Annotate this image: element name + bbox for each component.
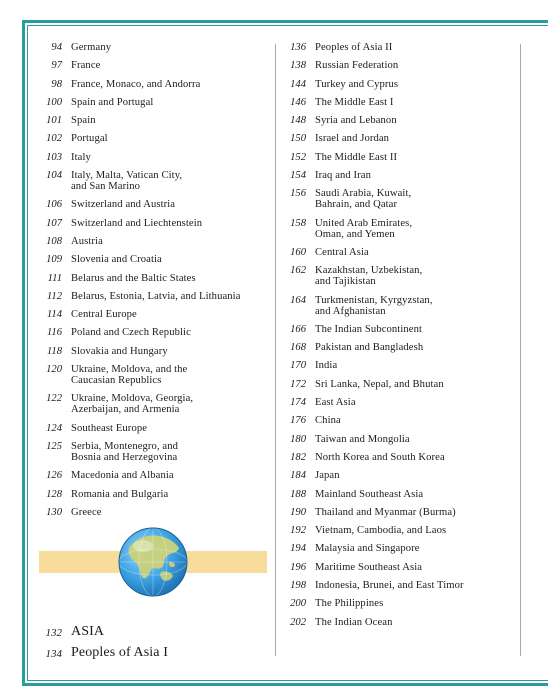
toc-entry[interactable] <box>34 441 270 463</box>
entry-title: Romania and Bulgaria <box>71 488 169 500</box>
entry-title: Switzerland and Liechtenstein <box>71 217 203 229</box>
page-number: 202 <box>290 616 306 628</box>
toc-entry[interactable] <box>284 543 516 554</box>
page-number: 107 <box>46 217 62 229</box>
page-number: 176 <box>290 415 306 427</box>
page-number: 138 <box>290 60 306 72</box>
page-number: 196 <box>290 561 306 573</box>
entry-title: France <box>71 60 101 72</box>
toc-entry[interactable] <box>284 415 516 426</box>
toc-entry[interactable] <box>34 364 270 386</box>
toc-entry[interactable] <box>284 295 516 317</box>
toc-entry[interactable] <box>284 218 516 240</box>
toc-entry[interactable] <box>34 60 270 71</box>
page-number: 108 <box>46 235 62 247</box>
entry-title: Italy, Malta, Vatican City, and San Marino <box>71 170 183 193</box>
page-number: 158 <box>290 217 306 229</box>
entry-title: Kazakhstan, Uzbekistan, and Tajikistan <box>315 265 423 288</box>
toc-entry[interactable] <box>284 489 516 500</box>
toc-entry[interactable] <box>34 170 270 192</box>
toc-entry[interactable] <box>284 247 516 258</box>
entry-title: Germany <box>71 42 112 53</box>
page-number: 180 <box>290 433 306 445</box>
toc-entry[interactable] <box>34 199 270 210</box>
entry-title: Spain and Portugal <box>71 96 154 108</box>
toc-entry[interactable] <box>34 115 270 126</box>
globe-icon <box>117 526 189 598</box>
page-number: 200 <box>290 598 306 610</box>
toc-entry[interactable] <box>34 346 270 357</box>
toc-entry-peoples-of-asia-i[interactable] <box>34 645 270 662</box>
toc-entry[interactable] <box>34 291 270 302</box>
toc-entry[interactable] <box>284 133 516 144</box>
entry-title: France, Monaco, and Andorra <box>71 78 201 90</box>
entry-title: Japan <box>315 470 340 482</box>
toc-entry[interactable] <box>284 617 516 628</box>
entry-title: Maritime Southeast Asia <box>315 561 423 573</box>
entry-title: Malaysia and Singapore <box>315 543 420 555</box>
toc-entry[interactable] <box>284 470 516 481</box>
page-number: 136 <box>290 42 306 53</box>
toc-entry[interactable] <box>284 342 516 353</box>
page-number: 120 <box>46 364 62 376</box>
page-number: 126 <box>46 470 62 482</box>
entry-title: Mainland Southeast Asia <box>315 488 424 500</box>
toc-left-column <box>34 42 270 525</box>
toc-entry[interactable] <box>284 562 516 573</box>
entry-title: Turkmenistan, Kyrgyzstan, and Afghanistan <box>315 294 433 317</box>
page-number: 174 <box>290 397 306 409</box>
entry-title: Vietnam, Cambodia, and Laos <box>315 525 447 537</box>
entry-title: Italy <box>71 151 91 163</box>
page-number: 106 <box>46 199 62 211</box>
toc-entry[interactable] <box>34 218 270 229</box>
page-number: 103 <box>46 151 62 163</box>
entry-title: Russian Federation <box>315 60 399 72</box>
entry-title: The Middle East II <box>315 151 398 163</box>
page-number: 154 <box>290 170 306 182</box>
toc-entry[interactable] <box>34 97 270 108</box>
toc-entry[interactable] <box>284 434 516 445</box>
page-number: 112 <box>46 290 62 302</box>
toc-entry[interactable] <box>34 273 270 284</box>
toc-entry[interactable] <box>34 309 270 320</box>
toc-entry[interactable] <box>284 452 516 463</box>
page-number: 97 <box>51 60 62 72</box>
entry-title: North Korea and South Korea <box>315 451 445 463</box>
entry-title: Belarus, Estonia, Latvia, and Lithuania <box>71 290 241 302</box>
toc-entry[interactable] <box>284 379 516 390</box>
toc-entry[interactable] <box>284 170 516 181</box>
entry-title: Central Europe <box>71 309 137 321</box>
page-number: 192 <box>290 525 306 537</box>
page-number: 160 <box>290 246 306 258</box>
page-number: 111 <box>47 272 62 284</box>
entry-title: Belarus and the Baltic States <box>71 272 196 284</box>
entry-title: Macedonia and Albania <box>71 470 174 482</box>
page-number: 170 <box>290 360 306 372</box>
entry-title: Peoples of Asia I <box>71 645 168 660</box>
toc-entry[interactable] <box>284 42 516 53</box>
entry-title: Ukraine, Moldova, Georgia, Azerbaijan, and Armenia <box>71 393 194 416</box>
page-number: 162 <box>290 265 306 277</box>
entry-title: Serbia, Montenegro, and Bosnia and Herzegovina <box>71 440 179 463</box>
column-divider-right <box>520 44 521 656</box>
page-number: 104 <box>46 170 62 182</box>
page-number: 114 <box>46 309 62 321</box>
entry-title: Switzerland and Austria <box>71 199 176 211</box>
entry-title: Turkey and Cyprus <box>315 78 399 90</box>
page-number: 182 <box>290 451 306 463</box>
page-number: 190 <box>290 506 306 518</box>
toc-entry[interactable] <box>34 507 270 518</box>
toc-entry[interactable] <box>34 152 270 163</box>
page-number: 102 <box>46 133 62 145</box>
entry-title: Slovenia and Croatia <box>71 254 162 266</box>
page-number: 152 <box>290 151 306 163</box>
toc-section-asia[interactable] <box>34 624 270 641</box>
toc-entry[interactable] <box>284 525 516 536</box>
page-number: 122 <box>46 393 62 405</box>
toc-entry[interactable] <box>34 423 270 434</box>
toc-entry[interactable] <box>284 507 516 518</box>
entry-title: Austria <box>71 235 103 247</box>
entry-title: Peoples of Asia II <box>315 42 393 53</box>
page-number: 100 <box>46 96 62 108</box>
toc-entry[interactable] <box>34 327 270 338</box>
entry-title: Iraq and Iran <box>315 170 372 182</box>
toc-entry[interactable] <box>284 324 516 335</box>
page-number: 118 <box>46 345 62 357</box>
entry-title: Greece <box>71 506 102 518</box>
column-divider <box>275 44 276 656</box>
page-number: 134 <box>45 648 62 660</box>
toc-entry[interactable] <box>284 598 516 609</box>
toc-entry[interactable] <box>284 188 516 210</box>
toc-entry[interactable] <box>284 360 516 371</box>
page-number: 194 <box>290 543 306 555</box>
page-number: 128 <box>46 488 62 500</box>
page-number: 132 <box>45 627 62 639</box>
page-number: 156 <box>290 188 306 200</box>
entry-title: Pakistan and Bangladesh <box>315 342 424 354</box>
page-number: 184 <box>290 470 306 482</box>
toc-entry[interactable] <box>284 97 516 108</box>
page-number: 125 <box>46 440 62 452</box>
entry-title: Slovakia and Hungary <box>71 345 168 357</box>
toc-entry[interactable] <box>34 133 270 144</box>
page-number: 130 <box>46 506 62 518</box>
page-number: 146 <box>290 96 306 108</box>
entry-title: The Indian Ocean <box>315 616 393 628</box>
entry-title: Sri Lanka, Nepal, and Bhutan <box>315 378 444 390</box>
toc-entry[interactable] <box>34 236 270 247</box>
entry-title: Southeast Europe <box>71 422 148 434</box>
toc-entry[interactable] <box>34 489 270 500</box>
entry-title: Poland and Czech Republic <box>71 327 191 339</box>
entry-title: Saudi Arabia, Kuwait, Bahrain, and Qatar <box>315 188 412 211</box>
entry-title: Thailand and Myanmar (Burma) <box>315 506 456 518</box>
page-number: 116 <box>46 327 62 339</box>
page-number: 144 <box>290 78 306 90</box>
entry-title: Israel and Jordan <box>315 133 390 145</box>
toc-entry[interactable] <box>284 580 516 591</box>
page-number: 94 <box>51 42 62 53</box>
page-number: 188 <box>290 488 306 500</box>
toc-right-column <box>284 42 516 635</box>
page-number: 164 <box>290 294 306 306</box>
entry-title: The Philippines <box>315 598 384 610</box>
entry-title: Portugal <box>71 133 108 145</box>
page-number: 166 <box>290 323 306 335</box>
toc-entry[interactable] <box>34 393 270 415</box>
entry-title: East Asia <box>315 397 356 409</box>
page-number: 109 <box>46 254 62 266</box>
page-number: 168 <box>290 342 306 354</box>
toc-entry[interactable] <box>34 79 270 90</box>
entry-title: Taiwan and Mongolia <box>315 433 410 445</box>
entry-title: The Middle East I <box>315 96 394 108</box>
toc-entry[interactable] <box>284 397 516 408</box>
toc-entry[interactable] <box>284 152 516 163</box>
toc-entry[interactable] <box>34 42 270 53</box>
page-number: 198 <box>290 580 306 592</box>
entry-title: Central Asia <box>315 246 369 258</box>
entry-title: China <box>315 415 341 427</box>
toc-entry[interactable] <box>284 60 516 71</box>
toc-entry[interactable] <box>34 254 270 265</box>
page-number: 172 <box>290 378 306 390</box>
asia-section-entries <box>34 624 270 666</box>
page-number: 150 <box>290 133 306 145</box>
page-number: 101 <box>46 115 62 127</box>
page-number: 98 <box>51 78 62 90</box>
entry-title: Ukraine, Moldova, and the Caucasian Republics <box>71 364 188 387</box>
toc-entry[interactable] <box>284 115 516 126</box>
toc-entry[interactable] <box>34 470 270 481</box>
page-number: 148 <box>290 115 306 127</box>
page-number: 124 <box>46 422 62 434</box>
toc-entry[interactable] <box>284 79 516 90</box>
entry-title: Indonesia, Brunei, and East Timor <box>315 580 464 592</box>
entry-title: India <box>315 360 338 372</box>
toc-entry[interactable] <box>284 265 516 287</box>
entry-title: ASIA <box>71 624 105 639</box>
entry-title: Syria and Lebanon <box>315 115 397 127</box>
entry-title: The Indian Subcontinent <box>315 323 423 335</box>
entry-title: Spain <box>71 115 96 127</box>
entry-title: United Arab Emirates, Oman, and Yemen <box>315 217 413 240</box>
